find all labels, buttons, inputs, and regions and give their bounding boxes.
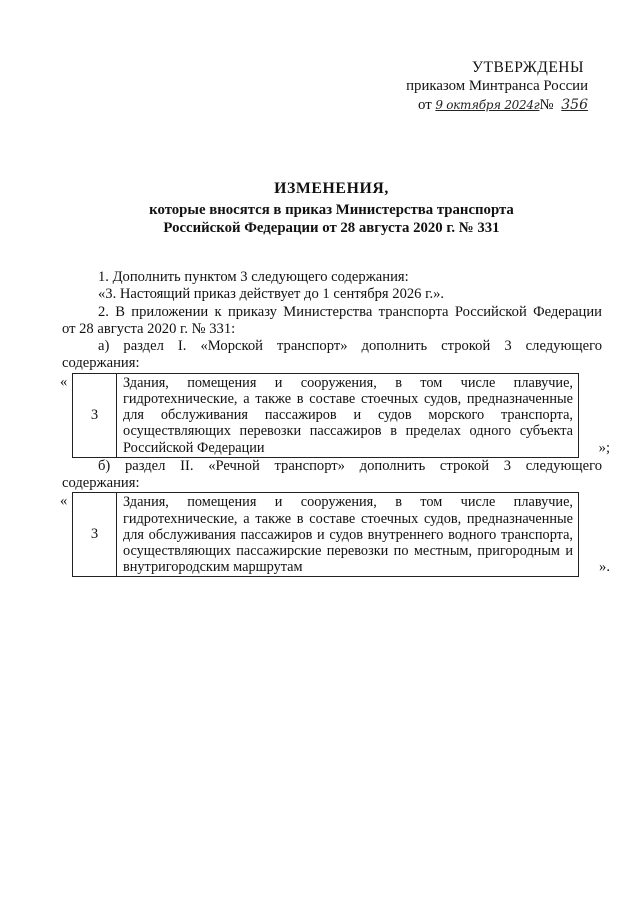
paragraph-3-line-2: от 28 августа 2020 г. № 331:: [62, 320, 236, 337]
title-line-2: которые вносятся в приказ Министерства транспорта: [149, 201, 514, 218]
document-body: [60, 269, 610, 577]
title-main: ИЗМЕНЕНИЯ,: [274, 180, 389, 197]
table-a: [72, 373, 579, 458]
paragraph-b-line-1: б) раздел II. «Речной транспорт» дополнить строкой 3 следующего: [98, 457, 602, 474]
table-a-text: Здания, помещения и сооружения, в том числе плавучие, гидротехнические, а также в составе стоечных судов, предназначенные для обслуживания пассажиров и судов морского транспорта, осуществляющих перевозки пассажиров в пределах одного субъекта Российской Федерации: [117, 373, 579, 457]
table-a-open-quote: «: [60, 373, 68, 390]
number-prefix: №: [539, 97, 554, 113]
document-title: [60, 180, 603, 238]
paragraph-a-line-1: а) раздел I. «Морской транспорт» дополнить строкой 3 следующего: [98, 338, 602, 355]
table-row: [73, 373, 579, 457]
paragraph-1: 1. Дополнить пунктом 3 следующего содержания:: [98, 269, 409, 285]
table-a-close-quote: »;: [598, 439, 610, 456]
handwritten-number: 356: [561, 97, 588, 113]
table-b-close-quote: ».: [599, 559, 610, 576]
title-line-3: Российской Федерации от 28 августа 2020 г. № 331: [163, 220, 500, 236]
table-b-number: 3: [73, 493, 117, 577]
paragraph-3-line-1: 2. В приложении к приказу Министерства транспорта Российской Федерации: [98, 303, 602, 320]
handwritten-date: 9 октября 2024г: [435, 98, 540, 112]
approval-stamp: [406, 58, 588, 115]
approval-heading: УТВЕРЖДЕНЫ: [472, 59, 584, 76]
table-a-number: 3: [73, 373, 117, 457]
paragraph-b-line-2: содержания:: [62, 475, 140, 492]
date-prefix: от: [418, 97, 432, 113]
table-b-wrapper: [60, 492, 610, 577]
table-b: [72, 492, 579, 577]
table-a-wrapper: [60, 373, 610, 458]
table-b-text: Здания, помещения и сооружения, в том числе плавучие, гидротехнические, а также в составе стоечных судов, предназначенные для обслуживания пассажиров и судов внутреннего водного транспорта, осуществляющих пассажирские перевозки по местным, пригородным и внутригородским маршрутам: [117, 493, 579, 577]
approval-date-line: [406, 96, 588, 115]
paragraph-a-line-2: содержания:: [62, 355, 140, 372]
paragraph-2: «3. Настоящий приказ действует до 1 сентября 2026 г.».: [98, 286, 445, 303]
approval-order-line: приказом Минтранса России: [406, 78, 588, 94]
table-row: [73, 493, 579, 577]
table-b-open-quote: «: [60, 493, 68, 510]
